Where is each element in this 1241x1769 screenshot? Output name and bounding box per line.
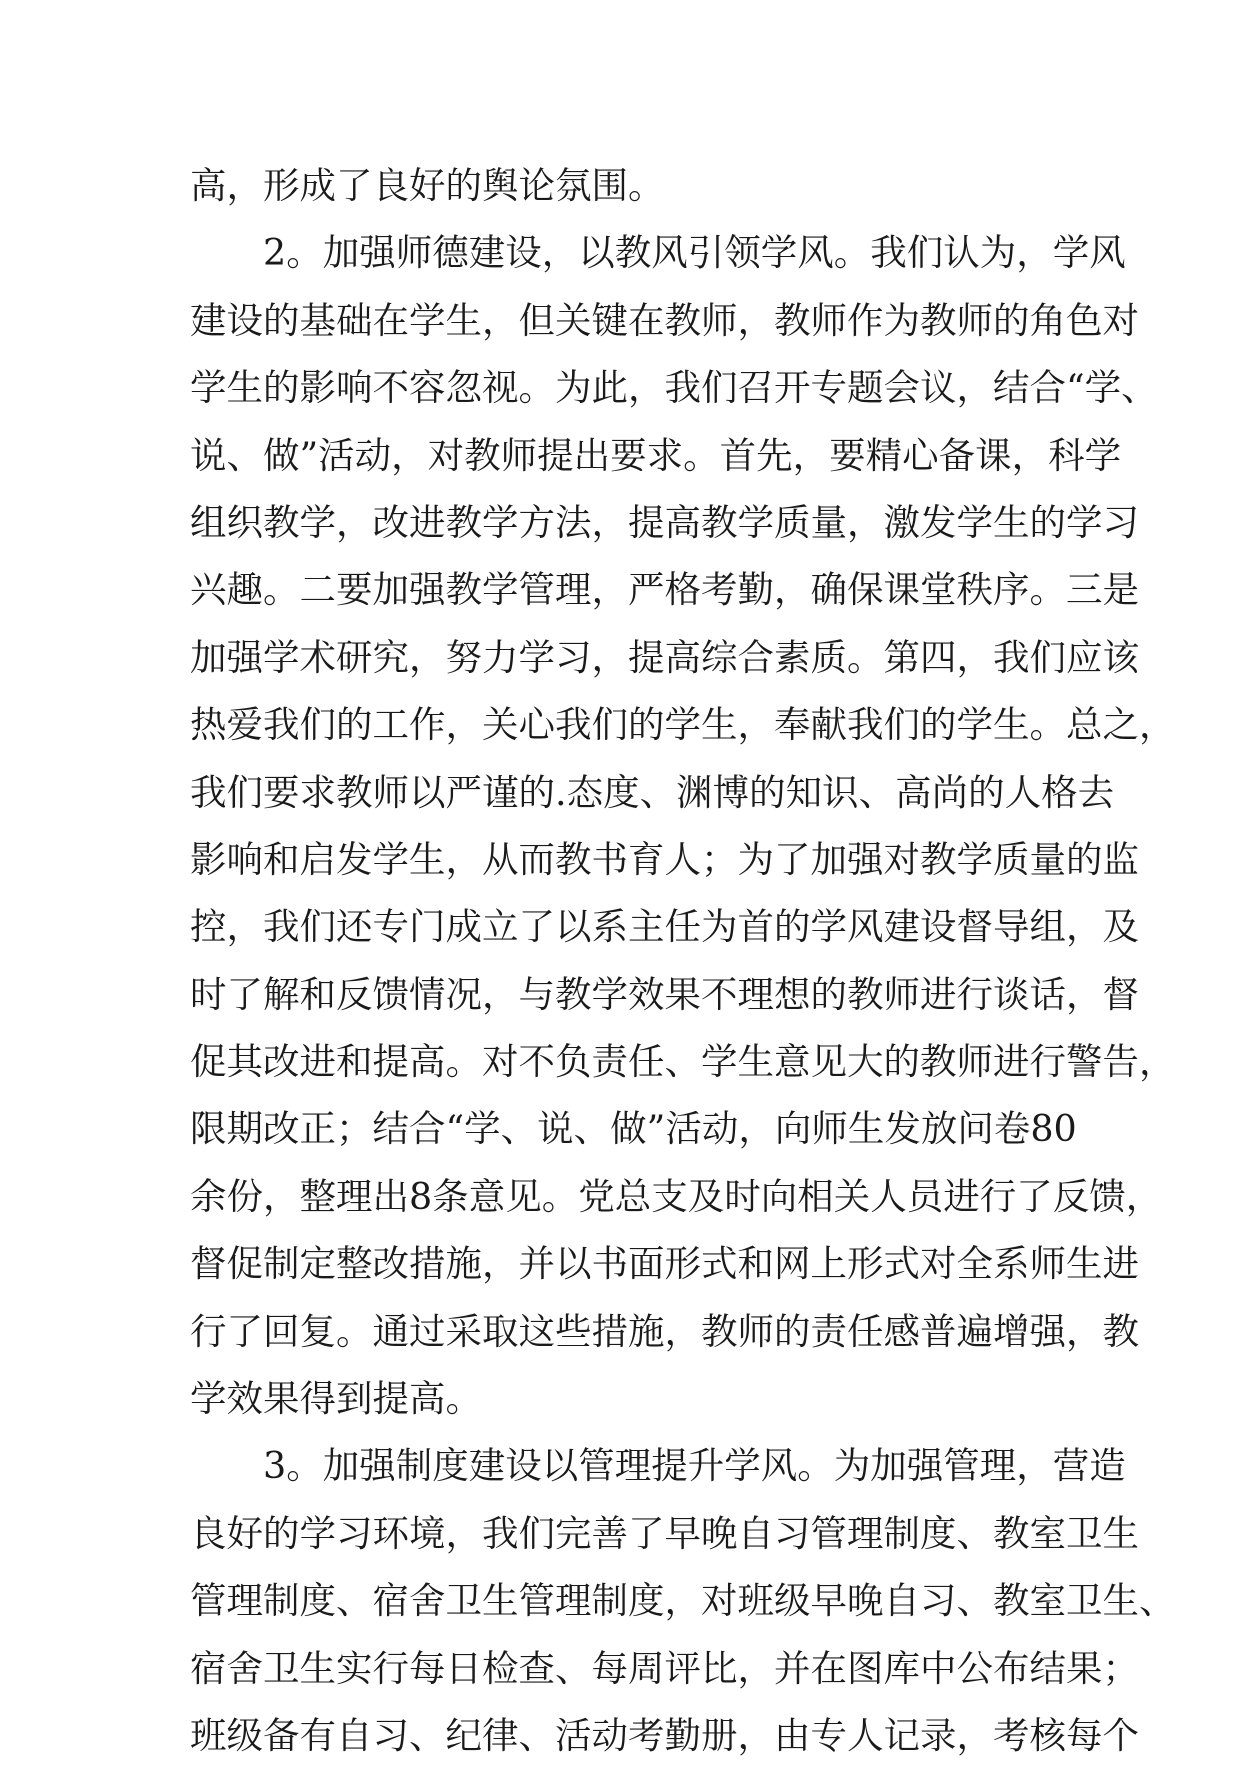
text-line: 管理制度、宿舍卫生管理制度，对班级早晚自习、教室卫生、 <box>190 1579 1176 1623</box>
text-line: 宿舍卫生实行每日检查、每周评比，并在图库中公布结果； <box>190 1646 1139 1690</box>
text-line: 学效果得到提高。 <box>190 1377 482 1421</box>
text-line: 督促制定整改措施，并以书面形式和网上形式对全系师生进 <box>190 1242 1139 1286</box>
text-line: 良好的学习环境，我们完善了早晚自习管理制度、教室卫生 <box>190 1511 1139 1555</box>
text-line: 我们要求教师以严谨的.态度、渊博的知识、高尚的人格去 <box>190 770 1115 814</box>
text-line: 促其改进和提高。对不负责任、学生意见大的教师进行警告， <box>190 1040 1176 1084</box>
text-line: 组织教学，改进教学方法，提高教学质量，激发学生的学习 <box>190 500 1139 544</box>
text-line: 时了解和反馈情况，与教学效果不理想的教师进行谈话，督 <box>190 972 1139 1016</box>
text-line: 说、做”活动，对教师提出要求。首先，要精心备课，科学 <box>190 433 1122 477</box>
text-line: 学生的影响不容忽视。为此，我们召开专题会议，结合“学、 <box>190 366 1158 410</box>
text-line: 控，我们还专门成立了以系主任为首的学风建设督导组，及 <box>190 905 1139 949</box>
text-line: 建设的基础在学生，但关键在教师，教师作为教师的角色对 <box>190 298 1139 342</box>
text-line: 行了回复。通过采取这些措施，教师的责任感普遍增强，教 <box>190 1309 1139 1353</box>
text-line: 影响和启发学生，从而教书育人；为了加强对教学质量的监 <box>190 837 1139 881</box>
text-line: 加强学术研究，努力学习，提高综合素质。第四，我们应该 <box>190 635 1139 679</box>
paragraph-start-line: 2。加强师德建设，以教风引领学风。我们认为，学风 <box>263 231 1126 275</box>
text-line: 班级备有自习、纪律、活动考勤册，由专人记录，考核每个 <box>190 1713 1139 1757</box>
text-line: 热爱我们的工作，关心我们的学生，奉献我们的学生。总之， <box>190 703 1176 747</box>
text-line: 余份，整理出8条意见。党总支及时向相关人员进行了反馈， <box>190 1174 1163 1218</box>
text-line: 高，形成了良好的舆论氛围。 <box>190 164 665 207</box>
document-body <box>190 152 1176 1769</box>
paragraph-start-line: 3。加强制度建设以管理提升学风。为加强管理，营造 <box>263 1444 1126 1488</box>
text-line: 限期改正；结合“学、说、做”活动，向师生发放问卷80 <box>190 1107 1077 1151</box>
text-line: 兴趣。二要加强教学管理，严格考勤，确保课堂秩序。三是 <box>190 568 1139 612</box>
